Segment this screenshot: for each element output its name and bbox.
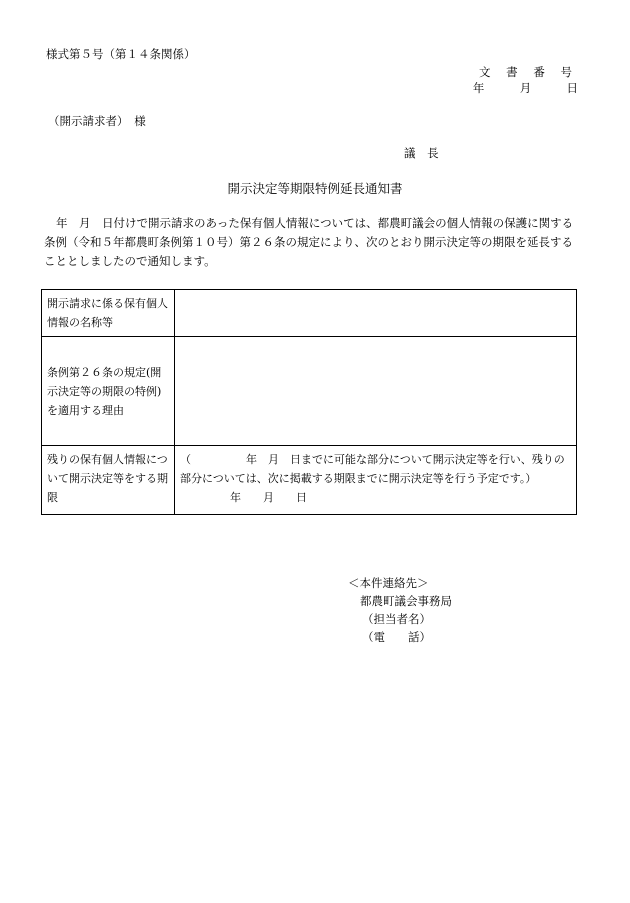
reason-value <box>175 337 577 446</box>
sender-chair: 議 長 <box>404 146 443 160</box>
reason-label <box>42 337 175 446</box>
info-table <box>41 289 577 515</box>
document-number-label: 文 書 番 号 <box>479 65 578 79</box>
deadline-label: 残りの保有個人情報について開示決定等をする期限 <box>42 446 175 515</box>
reason-label-line: を適用する理由 <box>47 403 124 417</box>
table-row <box>42 337 577 446</box>
contact-heading: ＜本件連絡先＞ <box>348 576 429 590</box>
contact-person: （担当者名） <box>362 612 431 626</box>
info-name-label: 開示請求に係る保有個人情報の名称等 <box>42 290 175 337</box>
form-number: 様式第５号（第１４条関係） <box>46 47 196 61</box>
info-name-value <box>175 290 577 337</box>
date-month: 月 <box>519 81 532 95</box>
contact-phone: （電 話） <box>362 630 431 644</box>
deadline-value <box>175 446 577 515</box>
addressee: （開示請求者） 様 <box>48 114 146 128</box>
reason-label-line: 条例第２６条の規定(開 <box>47 365 162 379</box>
contact-block <box>348 574 452 646</box>
reason-label-line: 示決定等の期限の特例) <box>47 384 162 398</box>
table-row <box>42 290 577 337</box>
table-row <box>42 446 577 515</box>
contact-office: 都農町議会事務局 <box>360 594 452 608</box>
document-date <box>473 80 578 96</box>
date-day: 日 <box>566 81 578 95</box>
page-title: 開示決定等期限特例延長通知書 <box>227 181 403 196</box>
date-year: 年 <box>472 81 485 95</box>
deadline-line: 部分については、次に掲載する期限までに開示決定等を行う予定です。） <box>180 472 537 485</box>
deadline-date: 年 月 日 <box>230 491 307 504</box>
notice-body: 年 月 日付けで開示請求のあった保有個人情報については、都農町議会の個人情報の保護に関する条例（令和５年都農町条例第１０号）第２６条の規定により、次のとおり開示決定等の期限を延長することとしましたので通知します。 <box>44 216 574 268</box>
deadline-line: （ 年 月 日までに可能な部分について開示決定等を行い、残りの <box>180 453 565 466</box>
